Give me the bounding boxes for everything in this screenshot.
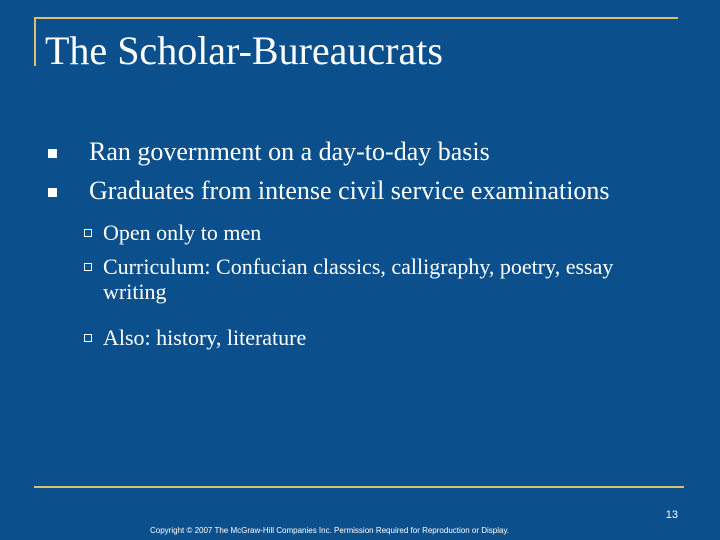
sub-bullet-text: Also: history, literature: [103, 325, 307, 350]
sub-bullet-item: [84, 325, 663, 350]
outline-square-bullet-icon: [84, 229, 92, 237]
copyright-notice: Copyright © 2007 The McGraw-Hill Companies Inc. Permission Required for Reproduction or Display.: [150, 526, 510, 535]
slide-title: The Scholar-Bureaucrats: [45, 28, 443, 73]
bullet-item: [48, 176, 610, 206]
sub-bullet-text: Curriculum: Confucian classics, calligraphy, poetry, essay writing: [103, 254, 614, 304]
page-number: 13: [665, 509, 678, 521]
title-frame-left-rule: [34, 17, 36, 66]
sub-bullet-text: Open only to men: [103, 220, 262, 245]
bullet-text: Ran government on a day-to-day basis: [89, 137, 490, 166]
bullet-item: [48, 137, 490, 167]
bullet-text: Graduates from intense civil service examinations: [89, 176, 610, 205]
sub-bullet-item: [84, 220, 663, 245]
footer-rule: [34, 486, 684, 488]
sub-bullet-item: [84, 254, 663, 304]
filled-square-bullet-icon: [48, 188, 57, 197]
title-frame-top-rule: [34, 17, 678, 19]
outline-square-bullet-icon: [84, 263, 92, 271]
filled-square-bullet-icon: [48, 149, 57, 158]
outline-square-bullet-icon: [84, 334, 92, 342]
